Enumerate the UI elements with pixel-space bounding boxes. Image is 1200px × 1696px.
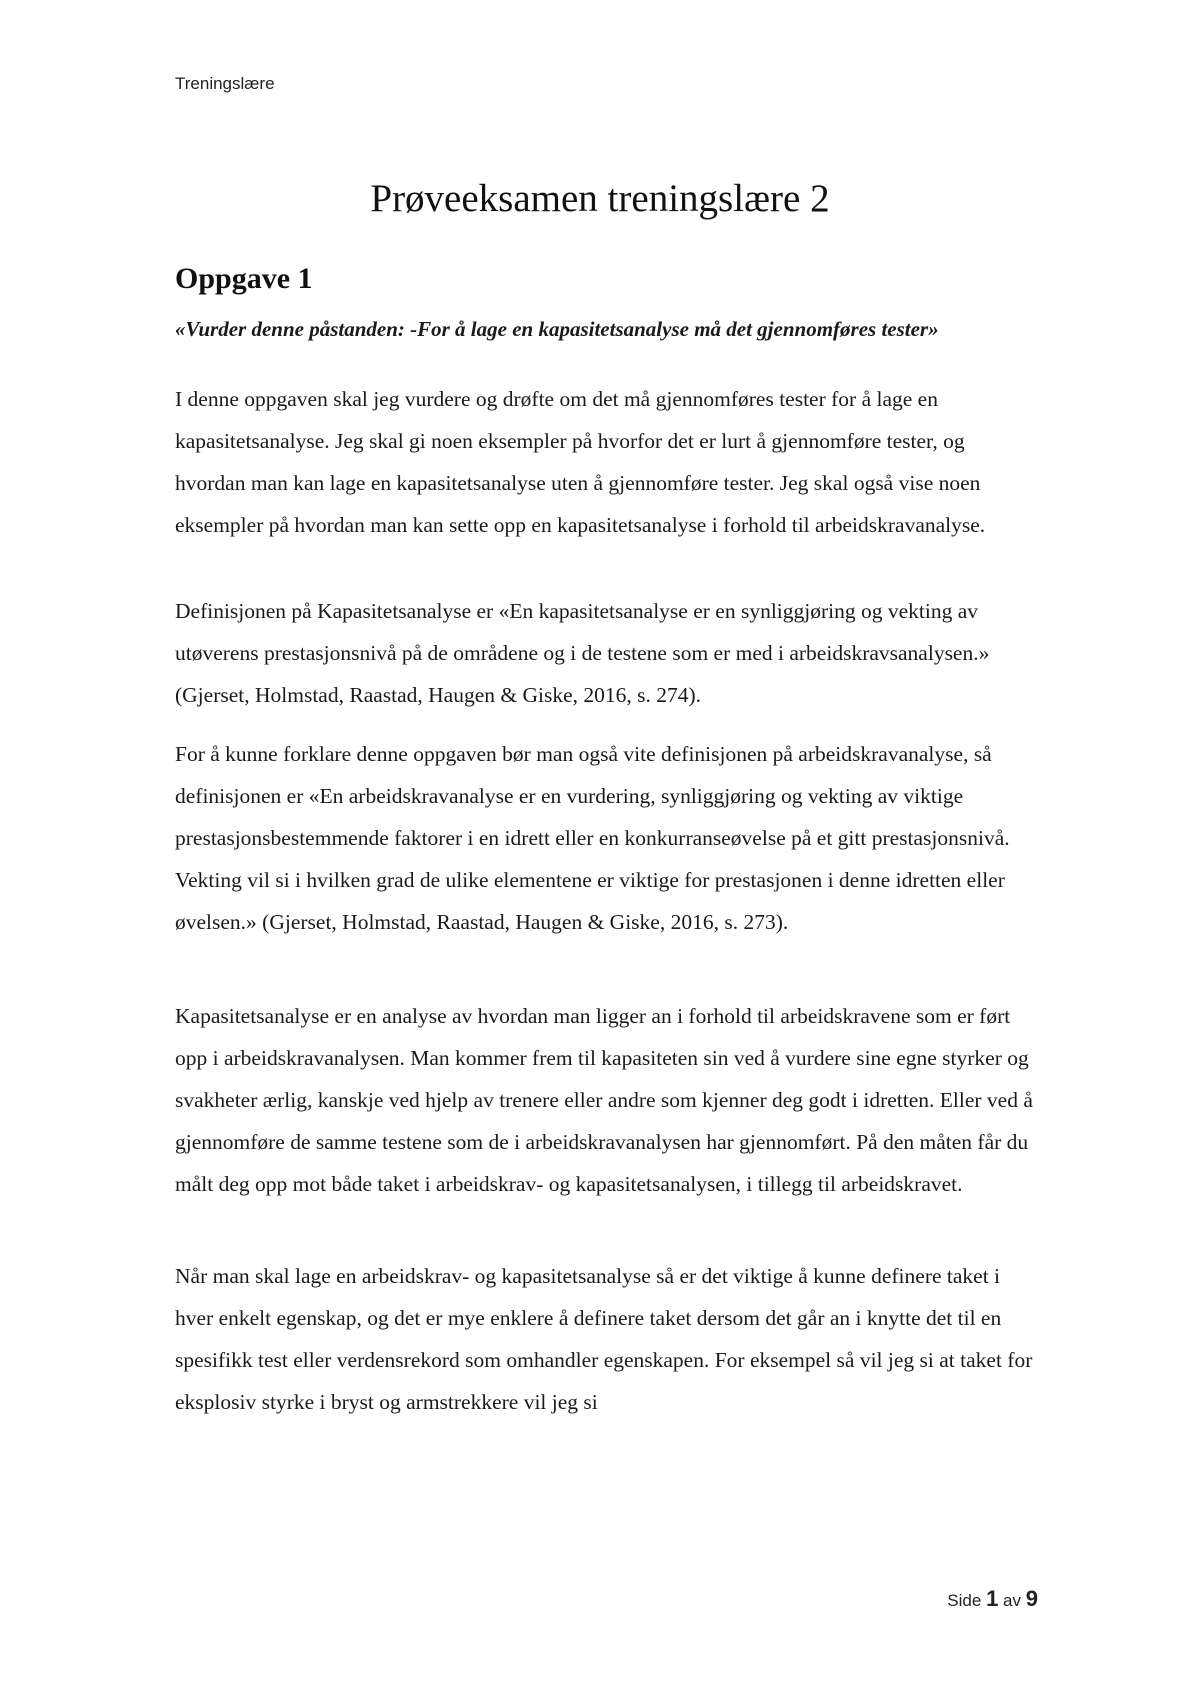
- running-header: Treningslære: [175, 74, 275, 93]
- document-title: Prøveeksamen treningslære 2: [370, 177, 830, 220]
- footer-prefix: Side: [947, 1591, 982, 1610]
- current-page-number: 1: [986, 1586, 999, 1611]
- page-number-footer: [947, 1586, 1038, 1612]
- section-heading: Oppgave 1: [175, 262, 313, 295]
- paragraph-definition-work-demand: For å kunne forklare denne oppgaven bør man også vite definisjonen på arbeidskravanalyse, så definisjonen er «En arbeidskravanalyse er en vurdering, synliggjøring og vekting av viktige prestasjonsbestemmende faktorer i en idrett eller en konkurranseøvelse på et gitt prestasjonsnivå. Vekting vil si i hvilken grad de ulike elementene er viktige for prestasjonen i denne idretten eller øvelsen.» (Gjerset, Holmstad, Raastad, Haugen & Giske, 2016, s. 273).: [175, 742, 1010, 934]
- paragraph-defining-ceiling: Når man skal lage en arbeidskrav- og kapasitetsanalyse så er det viktige å kunne definere taket i hver enkelt egenskap, og det er mye enklere å definere taket dersom det går an i knytte det til en spesifikk test eller verdensrekord som omhandler egenskapen. For eksempel så vil jeg si at taket for eksplosiv styrke i bryst og armstrekkere vil jeg si: [175, 1264, 1033, 1414]
- total-page-count: 9: [1025, 1586, 1038, 1611]
- footer-middle: av: [1003, 1591, 1022, 1610]
- paragraph-intro: I denne oppgaven skal jeg vurdere og drøfte om det må gjennomføres tester for å lage en kapasitetsanalyse. Jeg skal gi noen eksempler på hvorfor det er lurt å gjennomføre tester, og hvordan man kan lage en kapasitetsanalyse uten å gjennomføre tester. Jeg skal også vise noen eksempler på hvordan man kan sette opp en kapasitetsanalyse i forhold til arbeidskravanalyse.: [175, 387, 986, 537]
- paragraph-capacity-analysis: Kapasitetsanalyse er en analyse av hvordan man ligger an i forhold til arbeidskravene som er ført opp i arbeidskravanalysen. Man kommer frem til kapasiteten sin ved å vurdere sine egne styrker og svakheter ærlig, kanskje ved hjelp av trenere eller andre som kjenner deg godt i idretten. Eller ved å gjennomføre de samme testene som de i arbeidskravanalysen har gjennomført. På den måten får du målt deg opp mot både taket i arbeidskrav- og kapasitetsanalysen, i tillegg til arbeidskravet.: [175, 1004, 1033, 1196]
- task-quote: «Vurder denne påstanden: -For å lage en kapasitetsanalyse må det gjennomføres tester»: [175, 317, 939, 341]
- paragraph-definition-capacity: Definisjonen på Kapasitetsanalyse er «En kapasitetsanalyse er en synliggjøring og vekting av utøverens prestasjonsnivå på de områdene og i de testene som er med i arbeidskravsanalysen.» (Gjerset, Holmstad, Raastad, Haugen & Giske, 2016, s. 274).: [175, 599, 990, 707]
